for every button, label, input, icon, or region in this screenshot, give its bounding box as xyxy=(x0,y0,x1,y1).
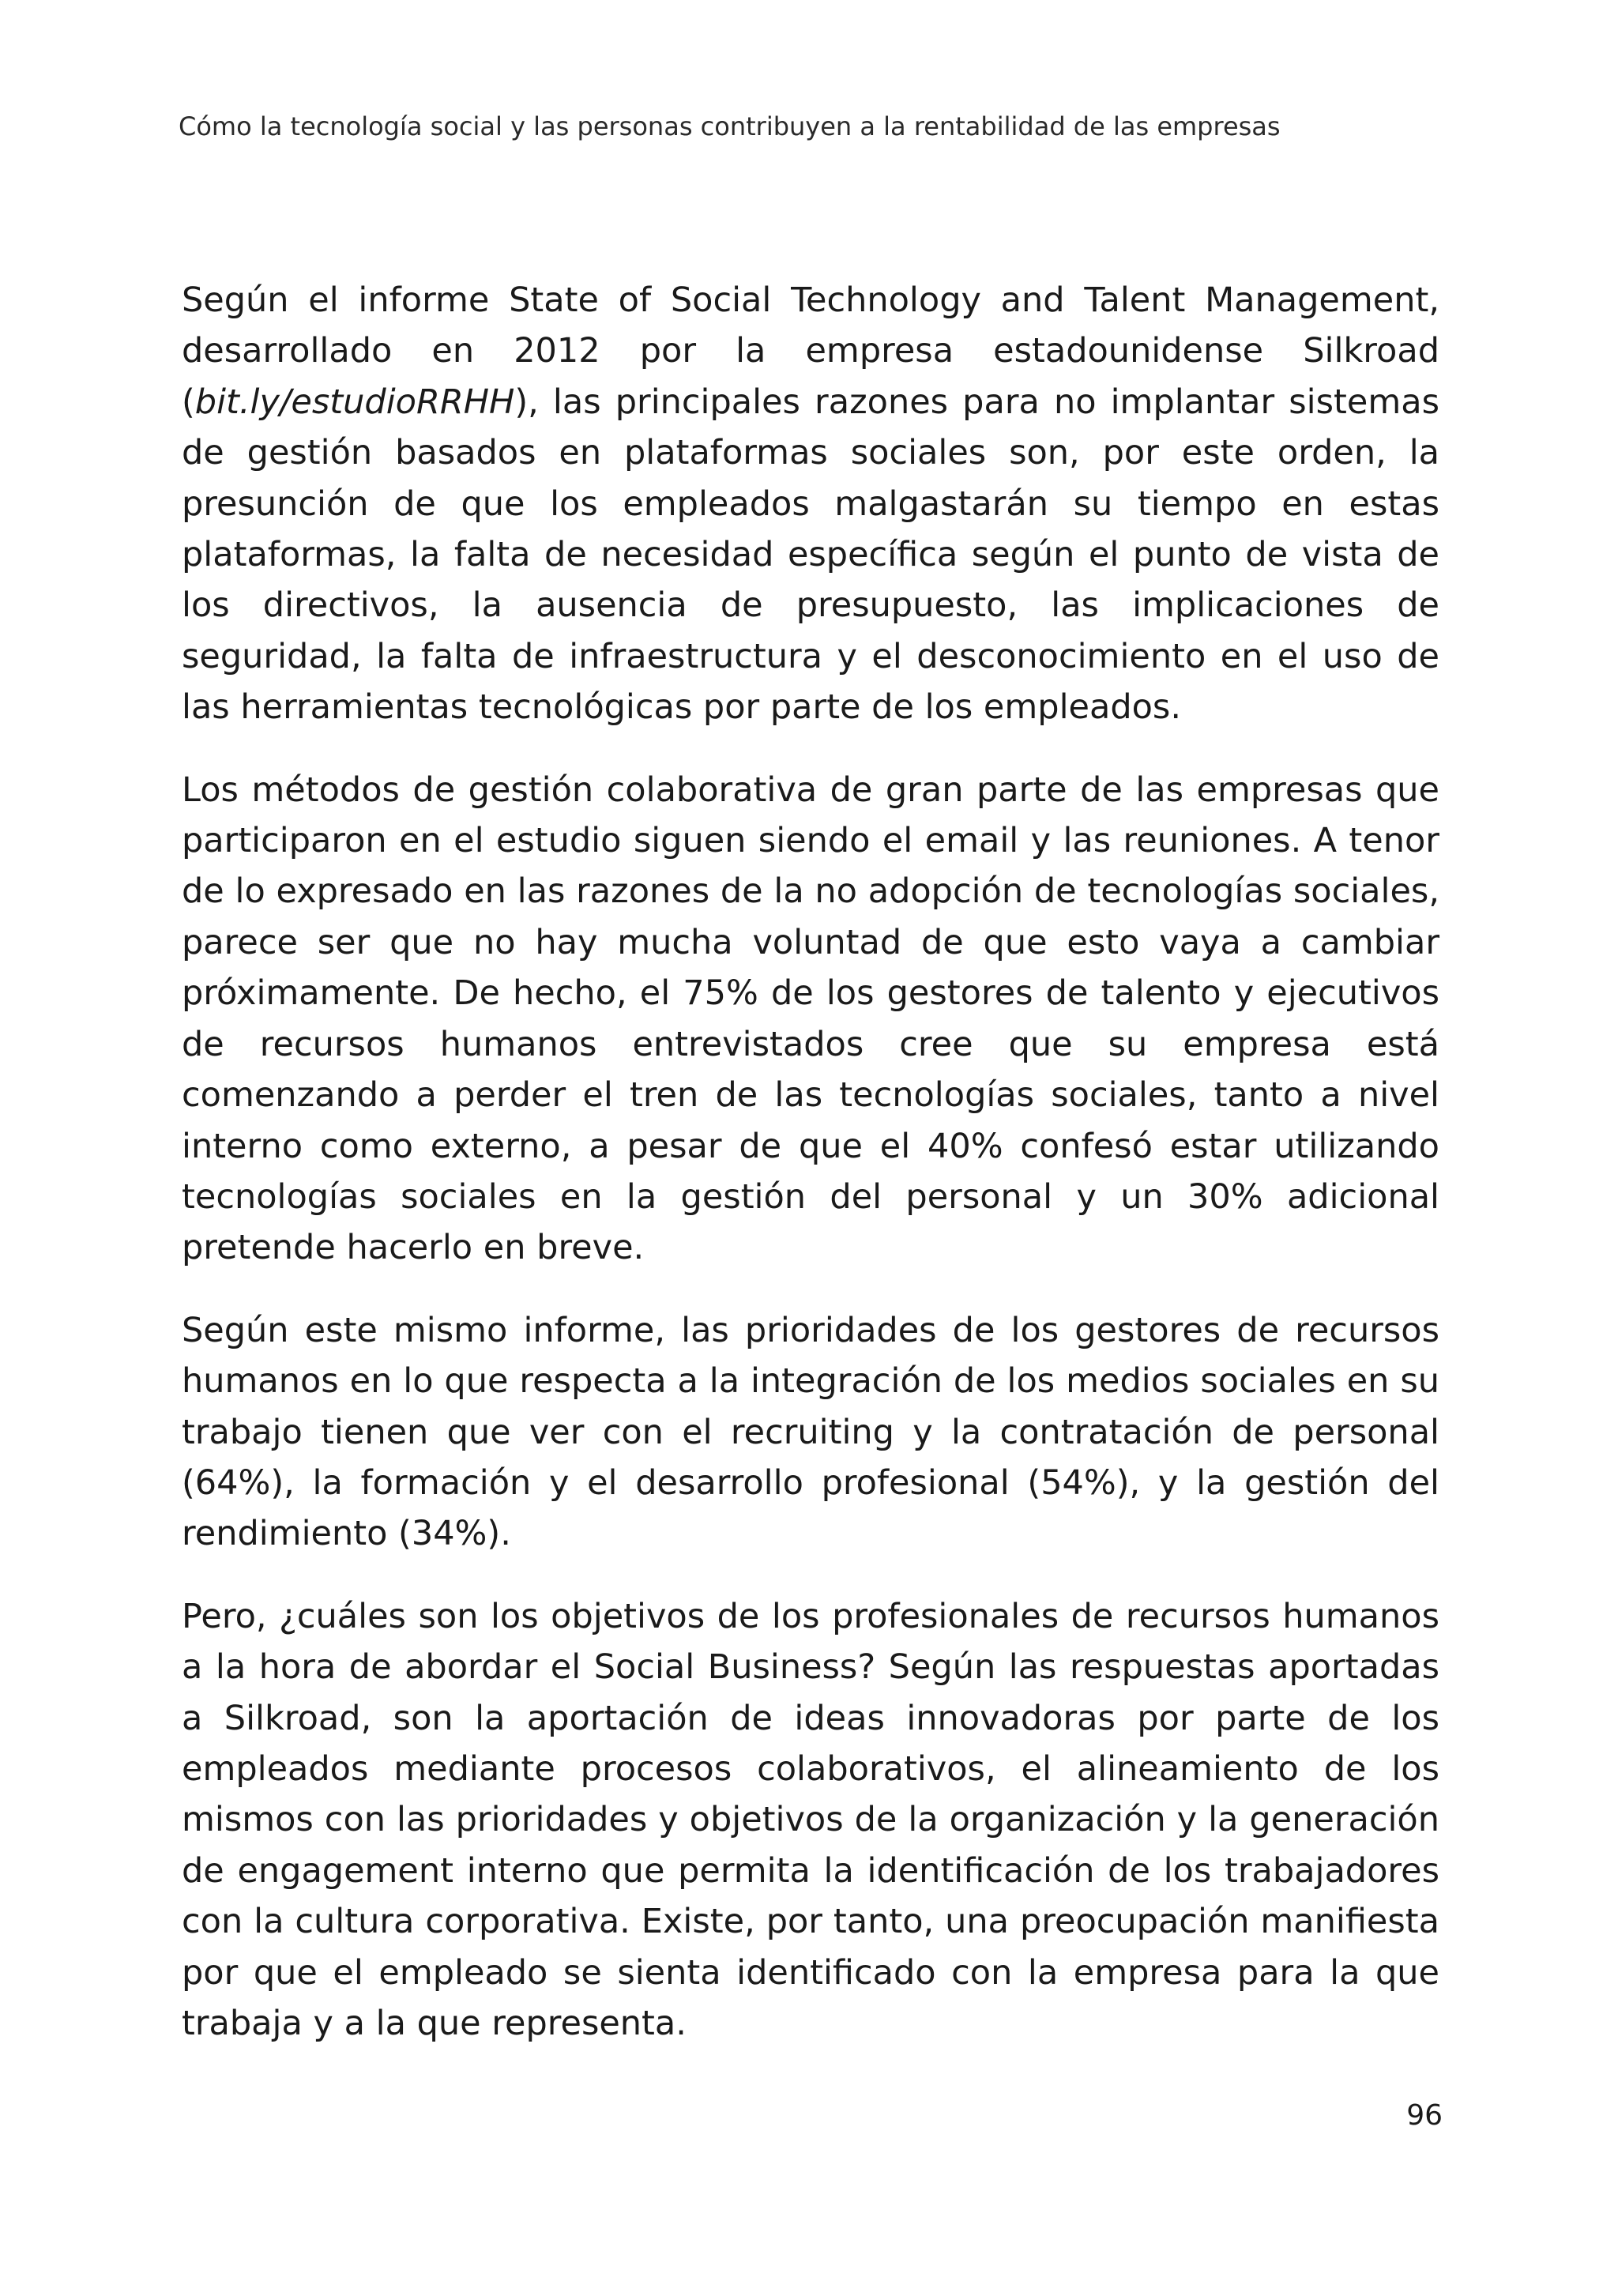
body-text xyxy=(182,275,1439,2080)
study-link[interactable]: bit.ly/estudioRRHH xyxy=(194,382,515,422)
running-header: Cómo la tecnología social y las personas contribuyen a la rentabilidad de las empresas xyxy=(179,111,1281,141)
page-number: 96 xyxy=(1406,2099,1443,2132)
paragraph-4: Pero, ¿cuáles son los objetivos de los profesionales de recursos humanos a la hora de abordar el Social Business? Según las respuestas aportadas a Silkroad, son la aportación de ideas innovadoras por parte de los empleados mediante procesos colaborativos, el alineamiento de los mismos con las prioridades y objetivos de la organización y la generación de engagement interno que permita la identificación de los trabajadores con la cultura corporativa. Existe, por tanto, una preocupación manifiesta por que el empleado se sienta identificado con la empresa para la que trabaja y a la que representa. xyxy=(182,1596,1439,2043)
paragraph-2: Los métodos de gestión colaborativa de gran parte de las empresas que participaron en el estudio siguen siendo el email y las reuniones. A tenor de lo expresado en las razones de la no adopción de tecnologías sociales, parece ser que no hay mucha voluntad de que esto vaya a cambiar próximamente. De hecho, el 75% de los gestores de talento y ejecutivos de recursos humanos entrevistados cree que su empresa está comenzando a perder el tren de las tecnologías sociales, tanto a nivel interno como externo, a pesar de que el 40% confesó estar utilizando tecnologías sociales en la gestión del personal y un 30% adicional pretende hacerlo en breve. xyxy=(182,770,1439,1268)
paragraph-1-text-end: ), las principales razones para no implantar sistemas de gestión basados en plataformas sociales son, por este orden, la presunción de que los empleados malgastarán su tiempo en estas plataformas, la falta de necesidad específica según el punto de vista de los directivos, la ausencia de presupuesto, las implicaciones de seguridad, la falta de infraestructura y el desconocimiento en el uso de las herramientas tecnológicas por parte de los empleados. xyxy=(182,382,1439,728)
paragraph-1-text-start: Según el informe State of Social Technology and Talent Management, desarrollado en 2012 por la empresa estadounidense Silkroad ( xyxy=(182,280,1439,422)
paragraph-3: Según este mismo informe, las prioridades de los gestores de recursos humanos en lo que respecta a la integración de los medios sociales en su trabajo tienen que ver con el recruiting y la contratación de personal (64%), la formación y el desarrollo profesional (54%), y la gestión del rendimiento (34%). xyxy=(182,1310,1439,1554)
paragraph-1 xyxy=(182,275,1439,733)
